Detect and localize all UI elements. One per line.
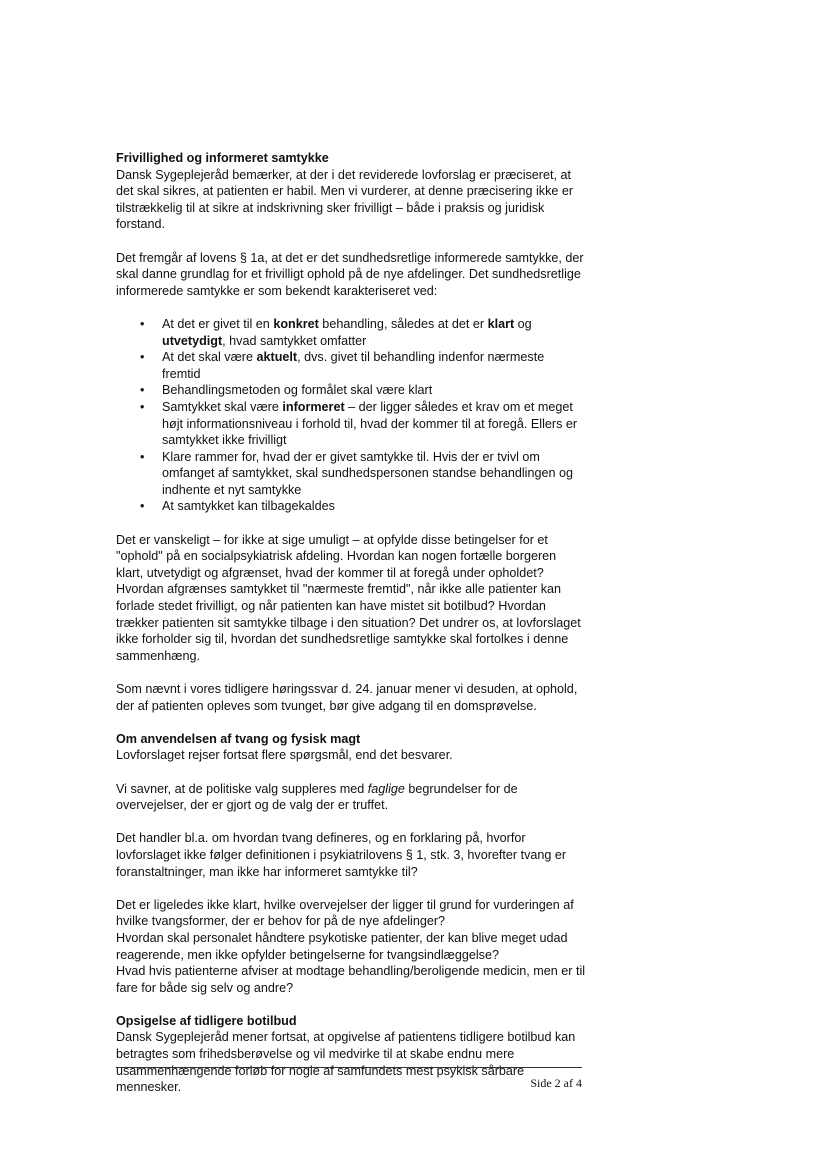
question-line: Hvad hvis patienterne afviser at modtage behandling/beroligende medicin, men er til fare for både sig selv og andre? [116,964,586,995]
question-line: Det er ligeledes ikke klart, hvilke overvejelser der ligger til grund for vurderingen af hvilke tvangsformer, der er behov for på de nye afdelinger? [116,897,574,929]
paragraph [116,897,586,997]
list-item: • Behandlingsmetoden og formålet skal være klart [162,382,586,399]
section-heading: Frivillighed og informeret samtykke [116,151,329,165]
paragraph: Vi savner, at de politiske valg suppleres med faglige begrundelser for de overvejelser, der er gjort og de valg der er truffet. [116,781,518,813]
section-frivillighed [116,150,586,714]
paragraph: Dansk Sygeplejeråd bemærker, at der i det reviderede lovforslag er præciseret, at det skal sikres, at patienten er habil. Men vi vurderer, at denne præcisering ikke er tilstrækkelig til at sikre at indskrivning sker frivilligt – både i praksis og juridisk forstand. [116,167,574,232]
footer-divider [116,1067,582,1068]
section-heading: Opsigelse af tidligere botilbud [116,1013,297,1028]
list-item: • At det skal være aktuelt, dvs. givet til behandling indenfor nærmeste fremtid [162,349,586,382]
question-line: Hvordan skal personalet håndtere psykotiske patienter, der kan blive meget udad reagerende, men ikke opfylder betingelserne for tvangsindlæggelse? [116,930,568,962]
document-body [116,150,586,1112]
paragraph: Som nævnt i vores tidligere høringssvar d. 24. januar mener vi desuden, at ophold, der af patienten opleves som tvunget, bør give adgang til en domsprøvelse. [116,682,578,713]
list-item: • At samtykket kan tilbagekaldes [162,498,586,515]
paragraph: Lovforslaget rejser fortsat flere spørgsmål, end det besvarer. [116,748,453,763]
bullet-list [116,316,586,515]
paragraph: Det handler bl.a. om hvordan tvang defineres, og en forklaring på, hvorfor lovforslaget ikke følger definitionen i psykiatrilovens § 1, stk. 3, hvorefter tvang er foranstaltninger, man ikke har informeret samtykke til? [116,831,567,879]
list-item: • Samtykket skal være informeret – der ligger således et krav om et meget højt informationsniveau i forhold til, hvad der kommer til at foregå. Ellers er samtykket ikke frivilligt [162,399,586,449]
list-item: • Klare rammer for, hvad der er givet samtykke til. Hvis der er tvivl om omfanget af samtykket, skal sundhedspersonen standse behandlingen og indhente et nyt samtykke [162,449,586,499]
page-number: Side 2 af 4 [530,1076,582,1090]
list-item: • At det er givet til en konkret behandling, således at det er klart og utvetydigt, hvad samtykket omfatter [162,316,586,349]
paragraph: Dansk Sygeplejeråd mener fortsat, at opgivelse af patientens tidligere botilbud kan betragtes som frihedsberøvelse og vil medvirke til at skabe endnu mere usammenhængende forløb for nogle af samfundets mest psykisk sårbare mennesker. [116,1030,576,1095]
section-heading: Om anvendelsen af tvang og fysisk magt [116,731,361,746]
paragraph: Det fremgår af lovens § 1a, at det er det sundhedsretlige informerede samtykke, der skal danne grundlag for et frivilligt ophold på de nye afdelinger. Det sundhedsretlige informerede samtykke er som bekendt karakteriseret ved: [116,250,584,298]
paragraph: Det er vanskeligt – for ikke at sige umuligt – at opfylde disse betingelser for et "ophold" på en socialpsykiatrisk afdeling. Hvordan kan nogen fortælle borgeren klart, utvetydigt og afgrænset, hvad der kommer til at foregå under opholdet? Hvordan afgrænses samtykket til "nærmeste fremtid", når ikke alle patienter kan forlade stedet frivilligt, og når patienten kan have mistet sit botilbud? Hvordan trækker patienten sit samtykke tilbage i den situation? Det undrer os, at lovforslaget ikke forholder sig til, hvordan det sundhedsretlige samtykke skal fortolkes i denne sammenhæng. [116,532,581,663]
section-tvang [116,731,586,997]
